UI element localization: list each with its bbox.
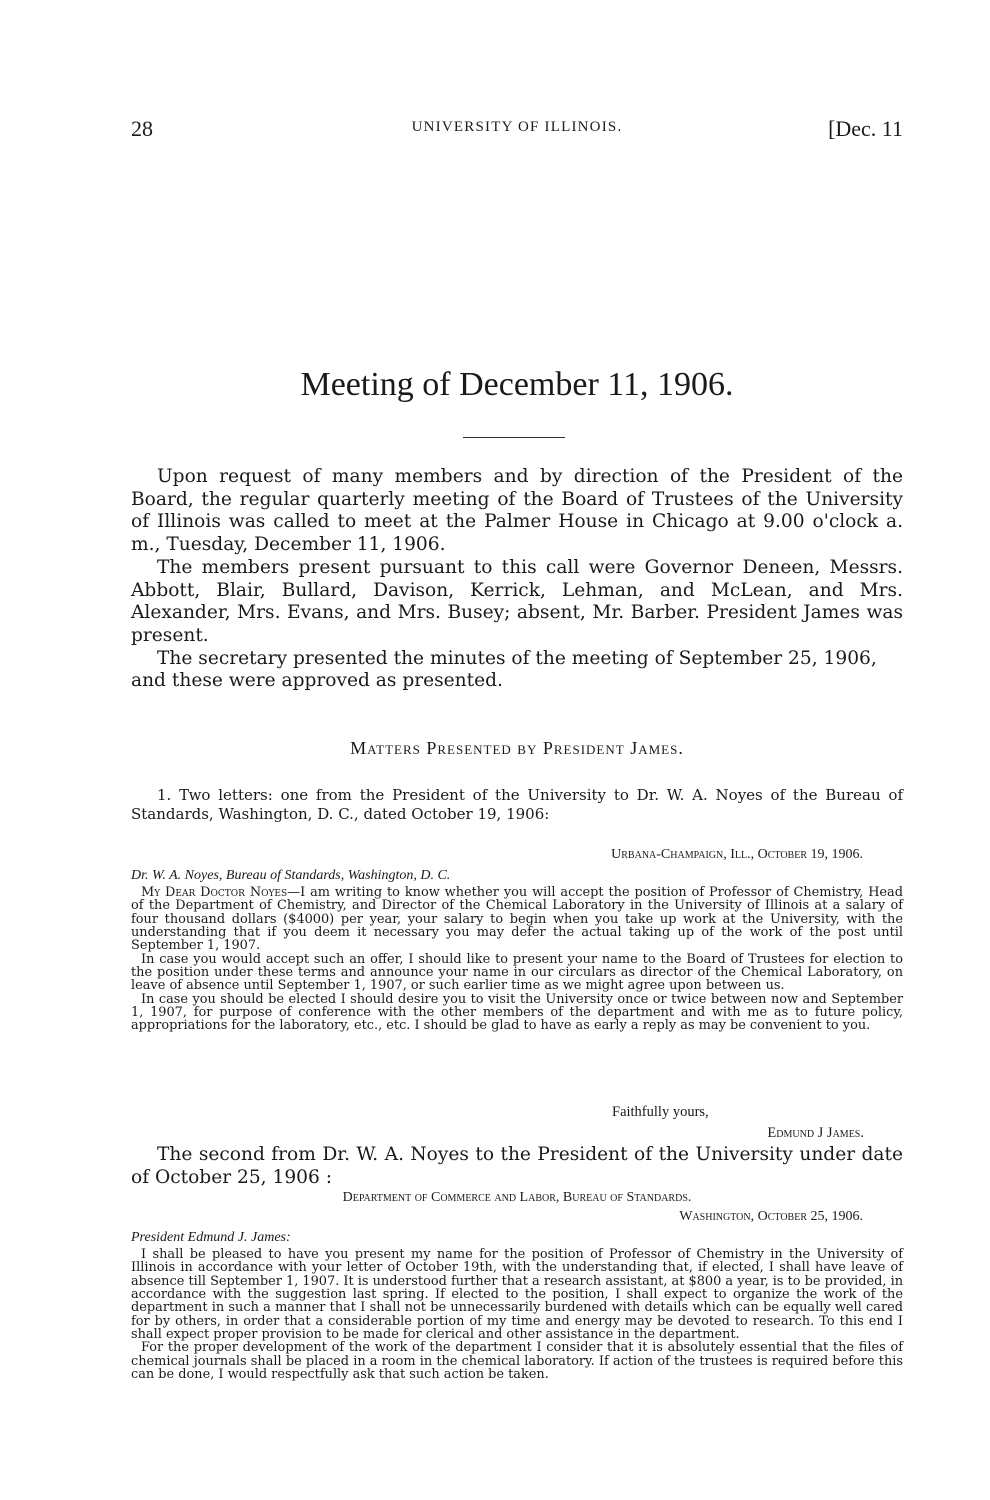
letter-1-paragraph-1-text: I am writing to know whether you will accept the position of Professor of Chemistry, Head of the Department of Chemistry, and Director of the Chemical Laboratory in the University of Illinois at a salary of four thousand dollars ($4000) per year, your salary to begin when you take up work at the University, with the understanding that if you deem it necessary you may defer the actual taking up of the work of the post until September 1, 1907. bbox=[131, 885, 903, 954]
page-number: 28 bbox=[131, 116, 153, 141]
minutes-intro bbox=[131, 466, 903, 693]
letter-1-salutation: My Dear Doctor Noyes bbox=[141, 885, 288, 900]
letter-2-paragraph-1: I shall be pleased to have you present my name for the position of Professor of Chemistry in the University of Illinois in accordance with your letter of October 19th, with the understanding that, if elected, I shall have leave of absence till September 1, 1907. It is understood further that a research assistant, at $800 a year, is to be provided, in accordance with the suggestion last spring. If elected to the position, I shall expect to organize the work of the department in such a manner that I shall not be unnecessarily burdened with details which can be equally well cared for by others, in order that a considerable portion of my time and energy may be devoted to research. To this end I shall expect proper provision to be made for clerical and other assistance in the department. bbox=[131, 1247, 903, 1343]
title-rule bbox=[463, 437, 565, 438]
letter-2-dateline: Washington, October 25, 1906. bbox=[679, 1209, 863, 1224]
letter-1-paragraph-3: In case you should be elected I should desire you to visit the University once or twice between now and September 1, 1907, for purpose of conference with the other members of the department and with me as to future policy, appropriations for the laboratory, etc., etc. I should be glad to have as early a reply as may be convenient to you. bbox=[131, 991, 903, 1034]
item-1-text: 1. Two letters: one from the President of the University to Dr. W. A. Noyes of the Bureau of Standards, Washington, D. C., dated October 19, 1906: bbox=[131, 786, 903, 823]
letter-1-paragraph-2: In case you would accept such an offer, I should like to present your name to the Board of Trustees for election to the position under these terms and announce your name in our circulars as director of the Chemical Laboratory, on leave of absence until September 1, 1907, or such earlier time as we might agree upon between us. bbox=[131, 951, 903, 994]
paragraph-minutes-approved: The secretary presented the minutes of the meeting of September 25, 1906, and these were approved as presented. bbox=[131, 647, 877, 692]
letter-1-paragraph-1: My Dear Doctor Noyes—I am writing to know whether you will accept the position of Professor of Chemistry, Head of the Department of Chemistry, and Director of the Chemical Laboratory in the University of Illinois at a salary of four thousand dollars ($4000) per year, your salary to begin when you take up work at the University, with the understanding that if you deem it necessary you may defer the actual taking up of the work of the post until September 1, 1907. bbox=[131, 885, 903, 954]
letter-1-closing: Faithfully yours, bbox=[612, 1104, 709, 1120]
letter-2-paragraph-2: For the proper development of the work of the department I consider that it is absolutely essential that the files of chemical journals shall be placed in a room in the chemical laboratory. If action of the trustees is required before this can be done, I would respectfully ask that such action be taken. bbox=[131, 1340, 903, 1383]
item-2 bbox=[131, 1144, 903, 1189]
page-header bbox=[131, 116, 903, 146]
letter-2-body bbox=[131, 1248, 903, 1381]
letter-2-salutation: President Edmund J. James: bbox=[131, 1230, 291, 1245]
item-2-text: The second from Dr. W. A. Noyes to the President of the University under date of October 25, 1906 : bbox=[131, 1144, 903, 1188]
page-title: Meeting of December 11, 1906. bbox=[300, 366, 734, 403]
letter-2-department: Department of Commerce and Labor, Bureau of Standards. bbox=[342, 1190, 692, 1205]
section-heading: Matters Presented by President James. bbox=[350, 738, 684, 758]
paragraph-call-to-meet: Upon request of many members and by direction of the President of the Board, the regular quarterly meeting of the Board of Trustees of the University of Illinois was called to meet at the Palmer House in Chicago at 9.00 o'clock a. m., Tuesday, December 11, 1906. bbox=[131, 466, 903, 556]
letter-1-signature: Edmund J James. bbox=[767, 1125, 864, 1141]
paragraph-members-present: The members present pursuant to this call were Governor Deneen, Messrs. Abbott, Blair, Bullard, Davison, Kerrick, Lehman, and McLean, and Mrs. Alexander, Mrs. Evans, and Mrs. Busey; absent, Mr. Barber. President James was present. bbox=[131, 556, 903, 646]
letter-1-body bbox=[131, 886, 903, 1033]
running-title: UNIVERSITY OF ILLINOIS. bbox=[411, 119, 623, 135]
letter-1-dateline: Urbana-Champaign, Ill., October 19, 1906. bbox=[611, 847, 863, 862]
letter-1-addressee: Dr. W. A. Noyes, Bureau of Standards, Washington, D. C. bbox=[131, 868, 451, 883]
item-1 bbox=[131, 786, 903, 824]
date-tag: [Dec. 11 bbox=[828, 116, 903, 141]
